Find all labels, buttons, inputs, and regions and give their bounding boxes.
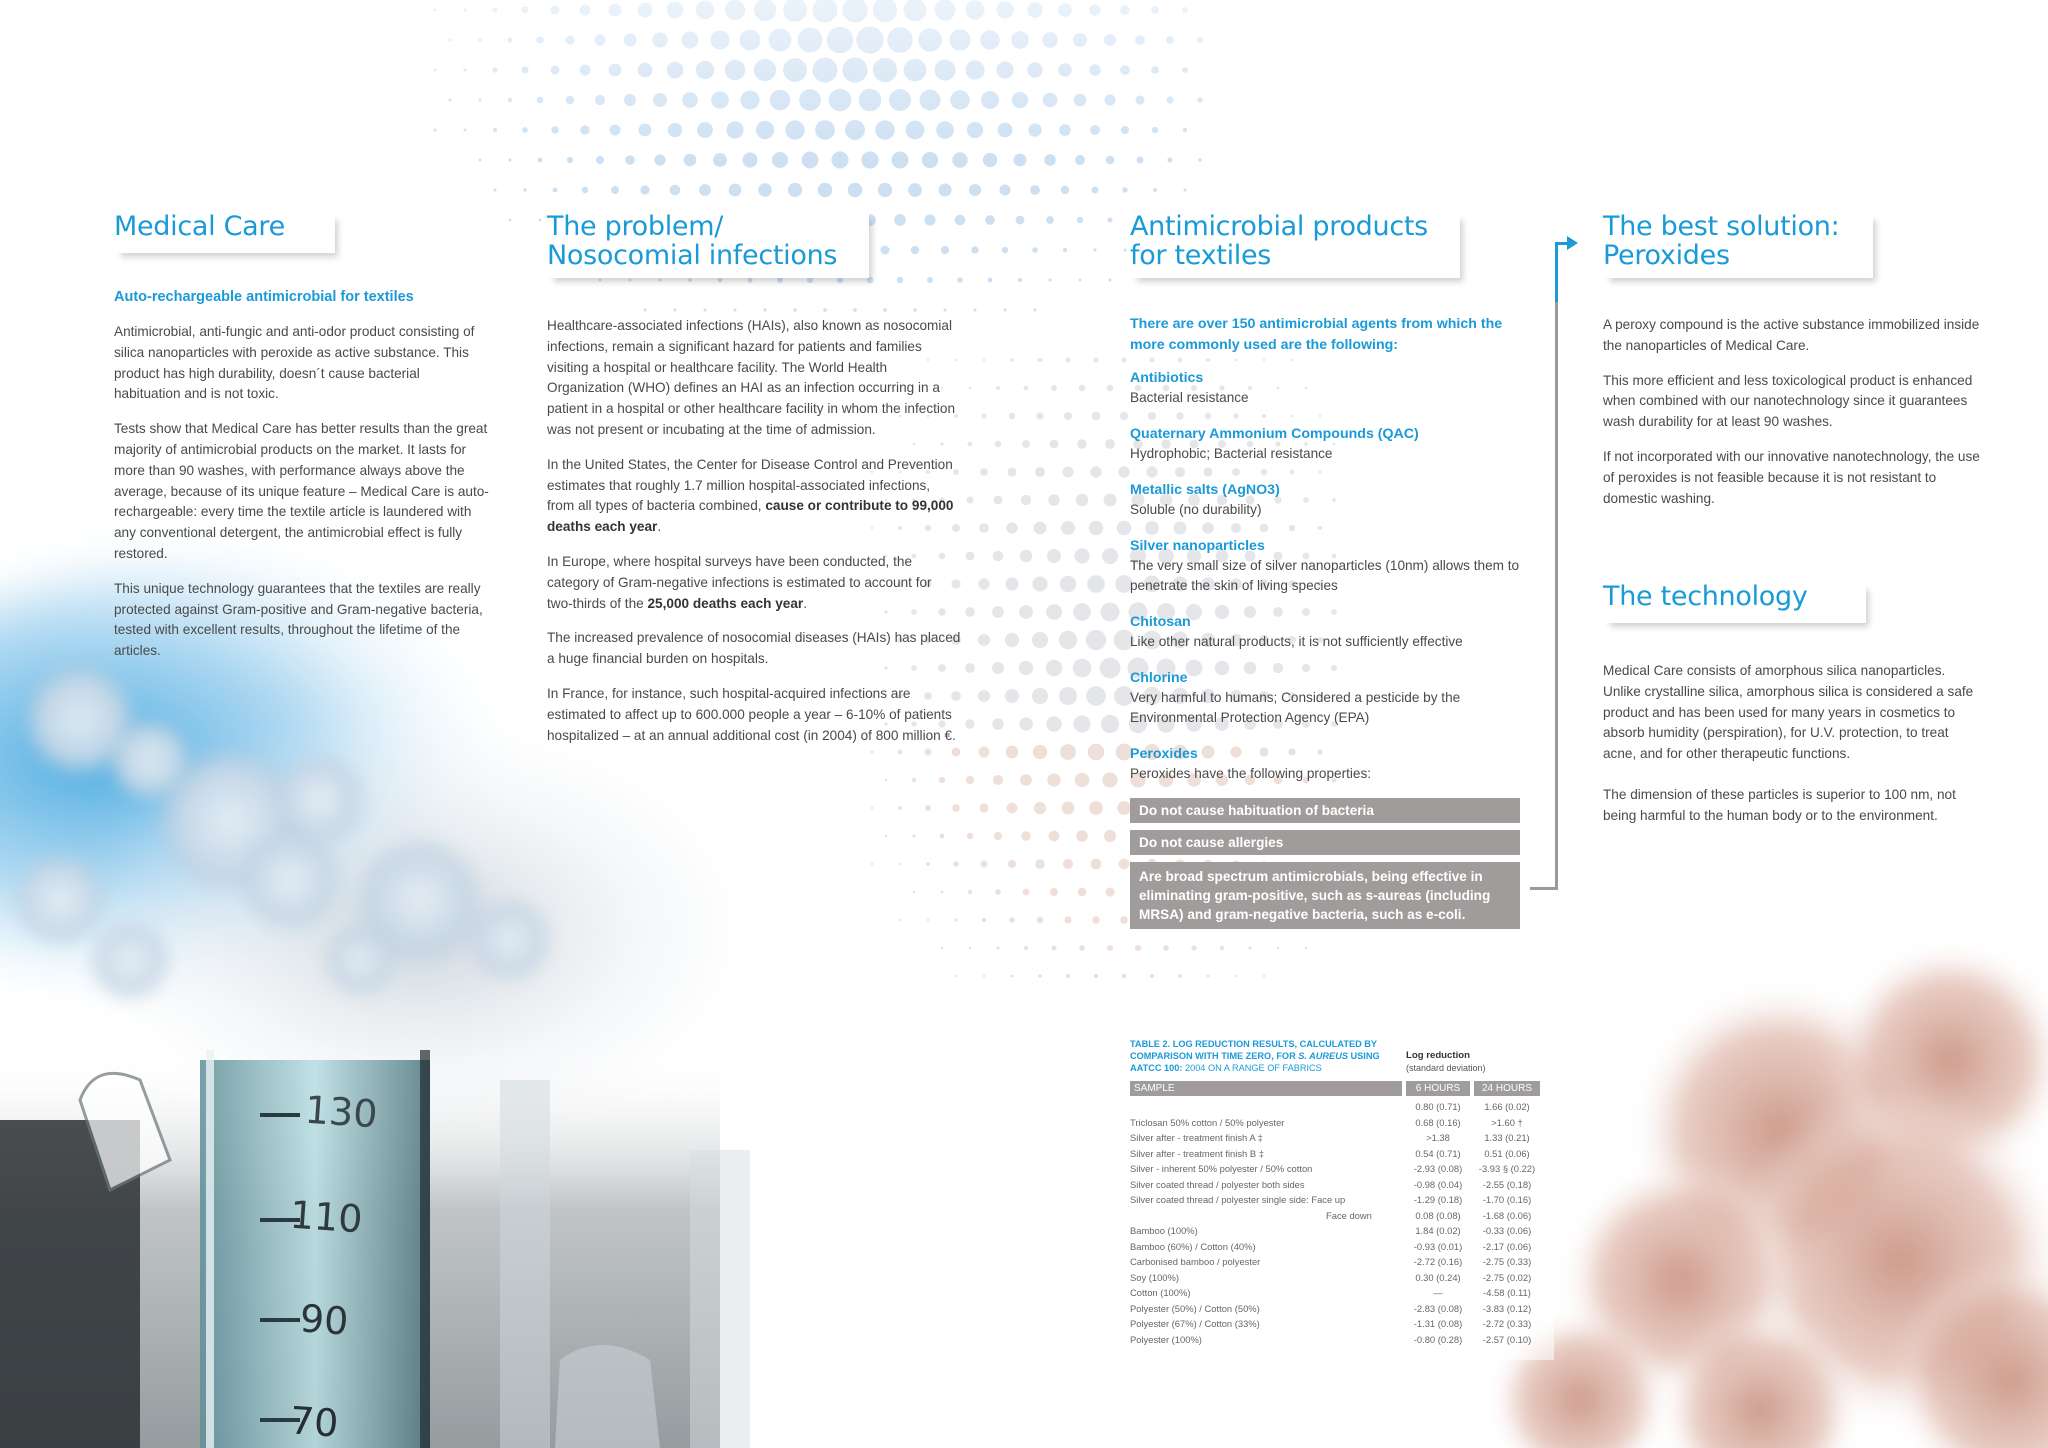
table-row	[1130, 1192, 1554, 1208]
antimicrobial-section	[1130, 212, 1530, 936]
value-24h-cell: -4.58 (0.11)	[1483, 1287, 1531, 1298]
peroxide-properties	[1130, 798, 1530, 929]
technology-title: The technology	[1603, 581, 1808, 612]
agent-name: Metallic salts (AgNO3)	[1130, 482, 1280, 498]
sample-cell: Polyester (67%) / Cotton (33%)	[1130, 1318, 1260, 1329]
best-solution-heading-box	[1603, 212, 1873, 278]
property-box: Do not cause habituation of bacteria	[1130, 798, 1520, 823]
log-reduction-label: Log reduction (standard deviation)	[1406, 1050, 1486, 1073]
value-6h-cell: 0.08 (0.08)	[1415, 1209, 1461, 1221]
problem-title: The problem/ Nosocomial infections	[547, 211, 838, 271]
value-24h-cell: -2.57 (0.10)	[1482, 1333, 1532, 1345]
sample-cell: Carbonised bamboo / polyester	[1130, 1256, 1261, 1267]
technology-section	[1603, 582, 1983, 841]
agent-description: Hydrophobic; Bacterial resistance	[1130, 446, 1333, 461]
header-sample: SAMPLE	[1130, 1081, 1402, 1096]
agent-name: Chlorine	[1130, 670, 1188, 686]
agent-name: Chitosan	[1130, 614, 1191, 630]
sample-cell: Silver coated thread / polyester single side: Face up	[1130, 1194, 1346, 1205]
header-6-hours: 6 HOURS	[1406, 1081, 1470, 1096]
connector-foot	[1530, 887, 1558, 890]
sample-cell: Soy (100%)	[1130, 1271, 1179, 1283]
value-6h-cell: 0.30 (0.24)	[1415, 1271, 1461, 1283]
table-caption: TABLE 2. LOG REDUCTION RESULTS, CALCULATED BY COMPARISON WITH TIME ZERO, FOR S. AUREUS USING AATCC 100: 2004 ON A RANGE OF FABRICS	[1130, 1039, 1380, 1073]
graduation-130: 130	[303, 1087, 379, 1137]
connector-line	[1555, 242, 1558, 890]
table-row	[1130, 1285, 1554, 1301]
medical-care-paragraph: Antimicrobial, anti-fungic and anti-odor product consisting of silica nanoparticles with peroxide as active substance. This product has high durability, doesn´t cause bacterial habituation and is not toxic.	[114, 324, 475, 402]
value-24h-cell: 1.33 (0.21)	[1484, 1132, 1530, 1143]
technology-heading-box	[1603, 582, 1866, 623]
value-24h-cell: -3.93 § (0.22)	[1478, 1163, 1536, 1174]
value-24h-cell: -1.70 (0.16)	[1482, 1194, 1532, 1205]
value-24h-cell: 0.51 (0.06)	[1484, 1147, 1530, 1159]
copper-nanoparticle-cloud	[1490, 940, 2048, 1448]
medical-care-subtitle: Auto-rechargeable antimicrobial for textiles	[114, 289, 414, 305]
value-24h-cell: -2.72 (0.33)	[1482, 1318, 1532, 1329]
value-24h-cell: -2.55 (0.18)	[1482, 1178, 1532, 1190]
agent-description: The very small size of silver nanoparticles (10nm) allows them to penetrate the skin of living species	[1130, 558, 1520, 593]
value-24h-cell: -0.33 (0.06)	[1482, 1225, 1532, 1236]
best-solution-section	[1603, 212, 1983, 523]
log-reduction-table	[1130, 1030, 1554, 1360]
problem-paragraph: In France, for instance, such hospital-acquired infections are estimated to affect up to 600.000 people a year – 6-10% of patients hospitalized – at an annual additional cost (in 2004) of 800 million €.	[547, 685, 956, 743]
table-row	[1130, 1301, 1554, 1317]
table-row	[1130, 1161, 1554, 1177]
header-24-hours: 24 HOURS	[1474, 1081, 1540, 1096]
table-row	[1130, 1130, 1554, 1146]
sample-cell: Bamboo (60%) / Cotton (40%)	[1130, 1240, 1256, 1252]
problem-paragraph: The increased prevalence of nosocomial diseases (HAIs) has placed a huge financial burden on hospitals.	[547, 630, 961, 667]
sample-cell: Polyester (50%) / Cotton (50%)	[1130, 1302, 1260, 1314]
medical-care-paragraph: This unique technology guarantees that the textiles are really protected against Gram-positive and Gram-negative bacteria, tested with excellent results, throughout the lifetime of the articles.	[114, 580, 483, 659]
problem-paragraph: In the United States, the Center for Disease Control and Prevention estimates that roughly 1.7 million hospital-associated infections, from all types of bacteria combined, cause or contribute to 99,000 deaths each year.	[547, 456, 954, 535]
graduation-110: 110	[288, 1192, 364, 1242]
value-6h-cell: -1.29 (0.18)	[1413, 1194, 1463, 1205]
sample-cell: Silver after - treatment finish B ‡	[1130, 1147, 1264, 1159]
problem-section	[547, 212, 961, 760]
sample-cell: Face down	[1326, 1209, 1372, 1221]
value-6h-cell: -2.93 (0.08)	[1413, 1163, 1463, 1174]
property-box: Do not cause allergies	[1130, 830, 1520, 855]
value-6h-cell: >1.38	[1426, 1132, 1450, 1143]
agent-name: Quaternary Ammonium Compounds (QAC)	[1130, 426, 1419, 442]
value-24h-cell: 1.66 (0.02)	[1484, 1101, 1530, 1112]
table-row	[1130, 1223, 1554, 1239]
antimicrobial-intro: There are over 150 antimicrobial agents from which the more commonly used are the following:	[1130, 316, 1503, 353]
arrow-right-icon	[1567, 236, 1578, 250]
value-6h-cell: -2.83 (0.08)	[1413, 1302, 1463, 1314]
value-6h-cell: -0.80 (0.28)	[1413, 1333, 1463, 1345]
table-row	[1130, 1316, 1554, 1332]
table-row	[1130, 1208, 1554, 1224]
agent-description: Very harmful to humans; Considered a pesticide by the Environmental Protection Agency (EPA)	[1130, 690, 1461, 725]
medical-care-heading-box	[114, 212, 335, 253]
value-6h-cell: 1.84 (0.02)	[1415, 1225, 1461, 1236]
table-row	[1130, 1332, 1554, 1348]
best-solution-title: The best solution: Peroxides	[1603, 211, 1840, 271]
problem-paragraph: Healthcare-associated infections (HAIs), also known as nosocomial infections, remain a significant hazard for patients and families visiting a hospital or healthcare facility. The World Health Organization (WHO) defines an HAI as an infection occurring in a patient in a hospital or other healthcare facility in whom the infection was not present or incubating at the time of admission.	[547, 318, 956, 437]
agent-name: Antibiotics	[1130, 370, 1204, 386]
connector-top-accent	[1555, 242, 1558, 302]
antimicrobial-heading-box	[1130, 212, 1460, 278]
value-24h-cell: -2.75 (0.33)	[1482, 1256, 1532, 1267]
value-6h-cell: -0.93 (0.01)	[1413, 1240, 1463, 1252]
peroxide-paragraph: A peroxy compound is the active substance immobilized inside the nanoparticles of Medical Care.	[1603, 317, 1980, 353]
agent-description: Soluble (no durability)	[1130, 502, 1262, 517]
value-6h-cell: -1.31 (0.08)	[1413, 1318, 1463, 1329]
agent-description: Peroxides have the following properties:	[1130, 766, 1372, 781]
sample-cell: Silver after - treatment finish A ‡	[1130, 1132, 1263, 1143]
value-6h-cell: 0.54 (0.71)	[1415, 1147, 1461, 1159]
sample-cell: Silver coated thread / polyester both sides	[1130, 1178, 1305, 1190]
value-6h-cell: 0.80 (0.71)	[1415, 1101, 1461, 1112]
sample-cell: Silver - inherent 50% polyester / 50% cotton	[1130, 1163, 1313, 1174]
value-6h-cell: 0.68 (0.16)	[1415, 1116, 1461, 1128]
problem-heading-box	[547, 212, 869, 278]
agent-name: Silver nanoparticles	[1130, 538, 1265, 554]
table-row	[1130, 1254, 1554, 1270]
value-6h-cell: -2.72 (0.16)	[1413, 1256, 1463, 1267]
sample-cell: Polyester (100%)	[1130, 1333, 1202, 1345]
value-6h-cell: -0.98 (0.04)	[1413, 1178, 1463, 1190]
table-row	[1130, 1239, 1554, 1255]
peroxide-paragraph: If not incorporated with our innovative nanotechnology, the use of peroxides is not feasible because it is not resistant to domestic washing.	[1603, 448, 1980, 506]
table-row	[1130, 1146, 1554, 1162]
medical-care-section	[114, 212, 490, 676]
graduation-70: 70	[288, 1398, 340, 1446]
graduation-90: 90	[298, 1296, 350, 1344]
table-row	[1130, 1115, 1554, 1131]
table-row	[1130, 1099, 1554, 1115]
value-24h-cell: -2.17 (0.06)	[1482, 1240, 1532, 1252]
sample-cell: Cotton (100%)	[1130, 1287, 1191, 1298]
sample-cell: Triclosan 50% cotton / 50% polyester	[1130, 1116, 1285, 1128]
antimicrobial-title: Antimicrobial products for textiles	[1130, 211, 1428, 271]
agent-list	[1130, 368, 1530, 784]
sample-cell: Bamboo (100%)	[1130, 1225, 1198, 1236]
agent-description: Like other natural products, it is not sufficiently effective	[1130, 634, 1463, 649]
property-box: Are broad spectrum antimicrobials, being effective in eliminating gram-positive, such as s-aureas (including MRSA) and gram-negative bacteria, such as e-coli.	[1130, 862, 1520, 929]
value-24h-cell: -2.75 (0.02)	[1482, 1271, 1532, 1283]
medical-care-title: Medical Care	[114, 211, 285, 242]
value-6h-cell: —	[1433, 1287, 1443, 1298]
problem-paragraph: In Europe, where hospital surveys have been conducted, the category of Gram-negative infections is estimated to account for two-thirds of the 25,000 deaths each year.	[547, 553, 932, 611]
table-row	[1130, 1270, 1554, 1286]
value-24h-cell: -1.68 (0.06)	[1482, 1209, 1532, 1221]
peroxide-paragraph: This more efficient and less toxicological product is enhanced when combined with our nanotechnology since it guarantees wash durability for at least 90 washes.	[1603, 372, 1973, 430]
agent-name: Peroxides	[1130, 746, 1198, 762]
technology-paragraph: The dimension of these particles is superior to 100 nm, not being harmful to the human body or to the environment.	[1603, 786, 1956, 823]
value-24h-cell: -3.83 (0.12)	[1482, 1302, 1532, 1314]
value-24h-cell: >1.60 †	[1491, 1116, 1523, 1128]
table-row	[1130, 1177, 1554, 1193]
medical-care-paragraph: Tests show that Medical Care has better results than the great majority of antimicrobial products on the market. It lasts for more than 90 washes, with performance always above the average, because of its unique feature – Medical Care is auto-rechargeable: every time the textile article is laundered with any conventional detergent, the antimicrobial effect is fully restored.	[114, 421, 489, 561]
agent-description: Bacterial resistance	[1130, 390, 1249, 405]
technology-paragraph: Medical Care consists of amorphous silica nanoparticles. Unlike crystalline silica, amorphous silica is considered a safe product and has been used for many years in cosmetics to absorb humidity (perspiration), for U.V. protection, to treat acne, and for other therapeutic functions.	[1603, 663, 1974, 762]
